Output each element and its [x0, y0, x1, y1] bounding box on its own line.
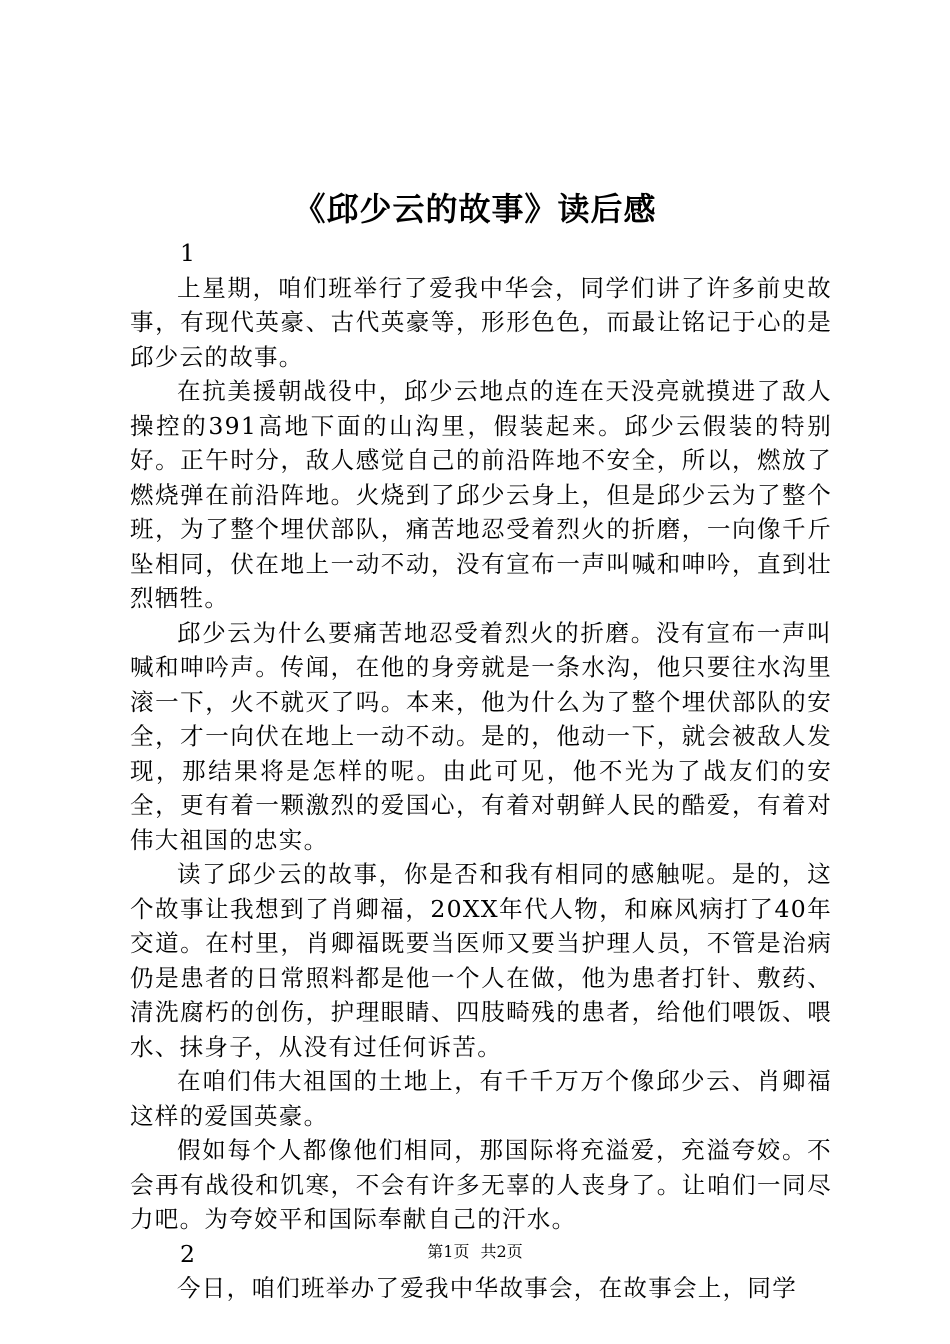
- page-footer: [0, 1240, 950, 1264]
- paragraph: 在咱们伟大祖国的土地上，有千千万万个像邱少云、肖卿福这样的爱国英豪。: [130, 1067, 832, 1130]
- document-body: [130, 236, 832, 1306]
- paragraph: 上星期，咱们班举行了爱我中华会，同学们讲了许多前史故事，有现代英豪、古代英豪等，形形色色，而最让铭记于心的是邱少云的故事。: [130, 273, 832, 371]
- paragraph: 假如每个人都像他们相同，那国际将充溢爱，充溢夸姣。不会再有战役和饥寒，不会有许多无辜的人丧身了。让咱们一同尽力吧。为夸姣平和国际奉献自己的汗水。: [130, 1136, 832, 1233]
- section-number: 2: [180, 1239, 195, 1268]
- section-number: 1: [180, 239, 195, 267]
- paragraph: 邱少云为什么要痛苦地忍受着烈火的折磨。没有宣布一声叫喊和呻吟声。传闻，在他的身旁就是一条水沟，他只要往水沟里滚一下，火不就灭了吗。本来，他为什么为了整个埋伏部队的安全，才一向伏在地上一动不动。是的，他动一下，就会被敌人发现，那结果将是怎样的呢。由此可见，他不光为了战友们的安全，更有着一颗激烈的爱国心，有着对朝鲜人民的酷爱，有着对伟大祖国的忠实。: [130, 618, 832, 854]
- paragraph: 今日，咱们班举办了爱我中华故事会，在故事会上，同学: [177, 1274, 797, 1302]
- paragraph: 读了邱少云的故事，你是否和我有相同的感触呢。是的，这个故事让我想到了肖卿福，20XX年代人物，和麻风病打了40年交道。在村里，肖卿福既要当医师又要当护理人员，不管是治病仍是患者的日常照料都是他一个人在做，他为患者打针、敷药、清洗腐朽的创伤，护理眼睛、四肢畸残的患者，给他们喂饭、喂水、抹身子，从没有过任何诉苦。: [130, 860, 832, 1061]
- document-title: 《邱少云的故事》读后感: [293, 190, 657, 228]
- page-total: 共2页: [480, 1242, 523, 1261]
- paragraph: 在抗美援朝战役中，邱少云地点的连在天没亮就摸进了敌人操控的391高地下面的山沟里，假装起来。邱少云假装的特别好。正午时分，敌人感觉自己的前沿阵地不安全，所以，燃放了燃烧弹在前沿阵地。火烧到了邱少云身上，但是邱少云为了整个班，为了整个埋伏部队，痛苦地忍受着烈火的折磨，一向像千斤坠相同，伏在地上一动不动，没有宣布一声叫喊和呻吟，直到壮烈牺牲。: [130, 377, 832, 612]
- page-number: 第1页: [427, 1242, 470, 1261]
